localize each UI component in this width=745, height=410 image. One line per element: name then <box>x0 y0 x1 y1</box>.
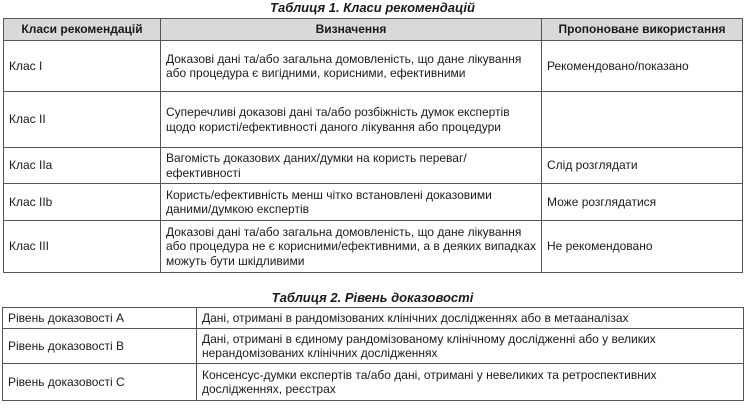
header-usage: Пропоноване використання <box>542 19 743 41</box>
usage-cell: Може розглядатися <box>542 184 743 221</box>
usage-cell <box>542 92 743 148</box>
description-cell: Дані, отримані в єдиному рандомізованому клінічному дослідженні або у великих нерандомізованих клінічних дослідженнях <box>197 329 744 364</box>
definition-cell: Вагомість доказових даних/думки на користь переваг/ефективності <box>161 148 542 184</box>
usage-cell: Рекомендовано/показано <box>542 41 743 92</box>
level-cell: Рівень доказовості B <box>3 329 197 364</box>
definition-cell: Користь/ефективність менш чітко встановлені доказовими даними/думкою експертів <box>161 184 542 221</box>
evidence-levels-table <box>2 307 744 401</box>
class-cell: Клас II <box>4 92 161 148</box>
recommendation-classes-table <box>3 18 743 273</box>
usage-cell: Слід розглядати <box>542 148 743 184</box>
table1-caption: Таблиця 1. Класи рекомендацій <box>270 0 475 15</box>
description-cell: Консенсус-думки експертів та/або дані, отримані у невеликих та ретроспективних дослідженнях, реєстрах <box>197 364 744 401</box>
table-row <box>4 221 743 273</box>
class-cell: Клас I <box>4 41 161 92</box>
table-row <box>3 308 744 329</box>
table-row <box>4 184 743 221</box>
class-cell: Клас IIb <box>4 184 161 221</box>
level-cell: Рівень доказовості C <box>3 364 197 401</box>
table-row <box>3 364 744 401</box>
definition-cell: Доказові дані та/або загальна домовленість, що дане лікування або процедура є вигідними, корисними, ефективними <box>161 41 542 92</box>
level-cell: Рівень доказовості A <box>3 308 197 329</box>
table1-header-row <box>4 19 743 41</box>
header-definition: Визначення <box>161 19 542 41</box>
table-row <box>4 92 743 148</box>
table-row <box>4 41 743 92</box>
header-classes: Класи рекомендацій <box>4 19 161 41</box>
definition-cell: Суперечливі доказові дані та/або розбіжність думок експертів щодо користі/ефективності даного лікування або процедури <box>161 92 542 148</box>
description-cell: Дані, отримані в рандомізованих клінічних дослідженнях або в метааналізах <box>197 308 744 329</box>
table-row <box>4 148 743 184</box>
table2-caption: Таблиця 2. Рівень доказовості <box>271 290 474 305</box>
class-cell: Клас IIa <box>4 148 161 184</box>
class-cell: Клас III <box>4 221 161 273</box>
table-row <box>3 329 744 364</box>
definition-cell: Доказові дані та/або загальна домовленість, що дане лікування або процедура не є корисними/ефективними, а в деяких випадках можуть бути шкідливими <box>161 221 542 273</box>
usage-cell: Не рекомендовано <box>542 221 743 273</box>
